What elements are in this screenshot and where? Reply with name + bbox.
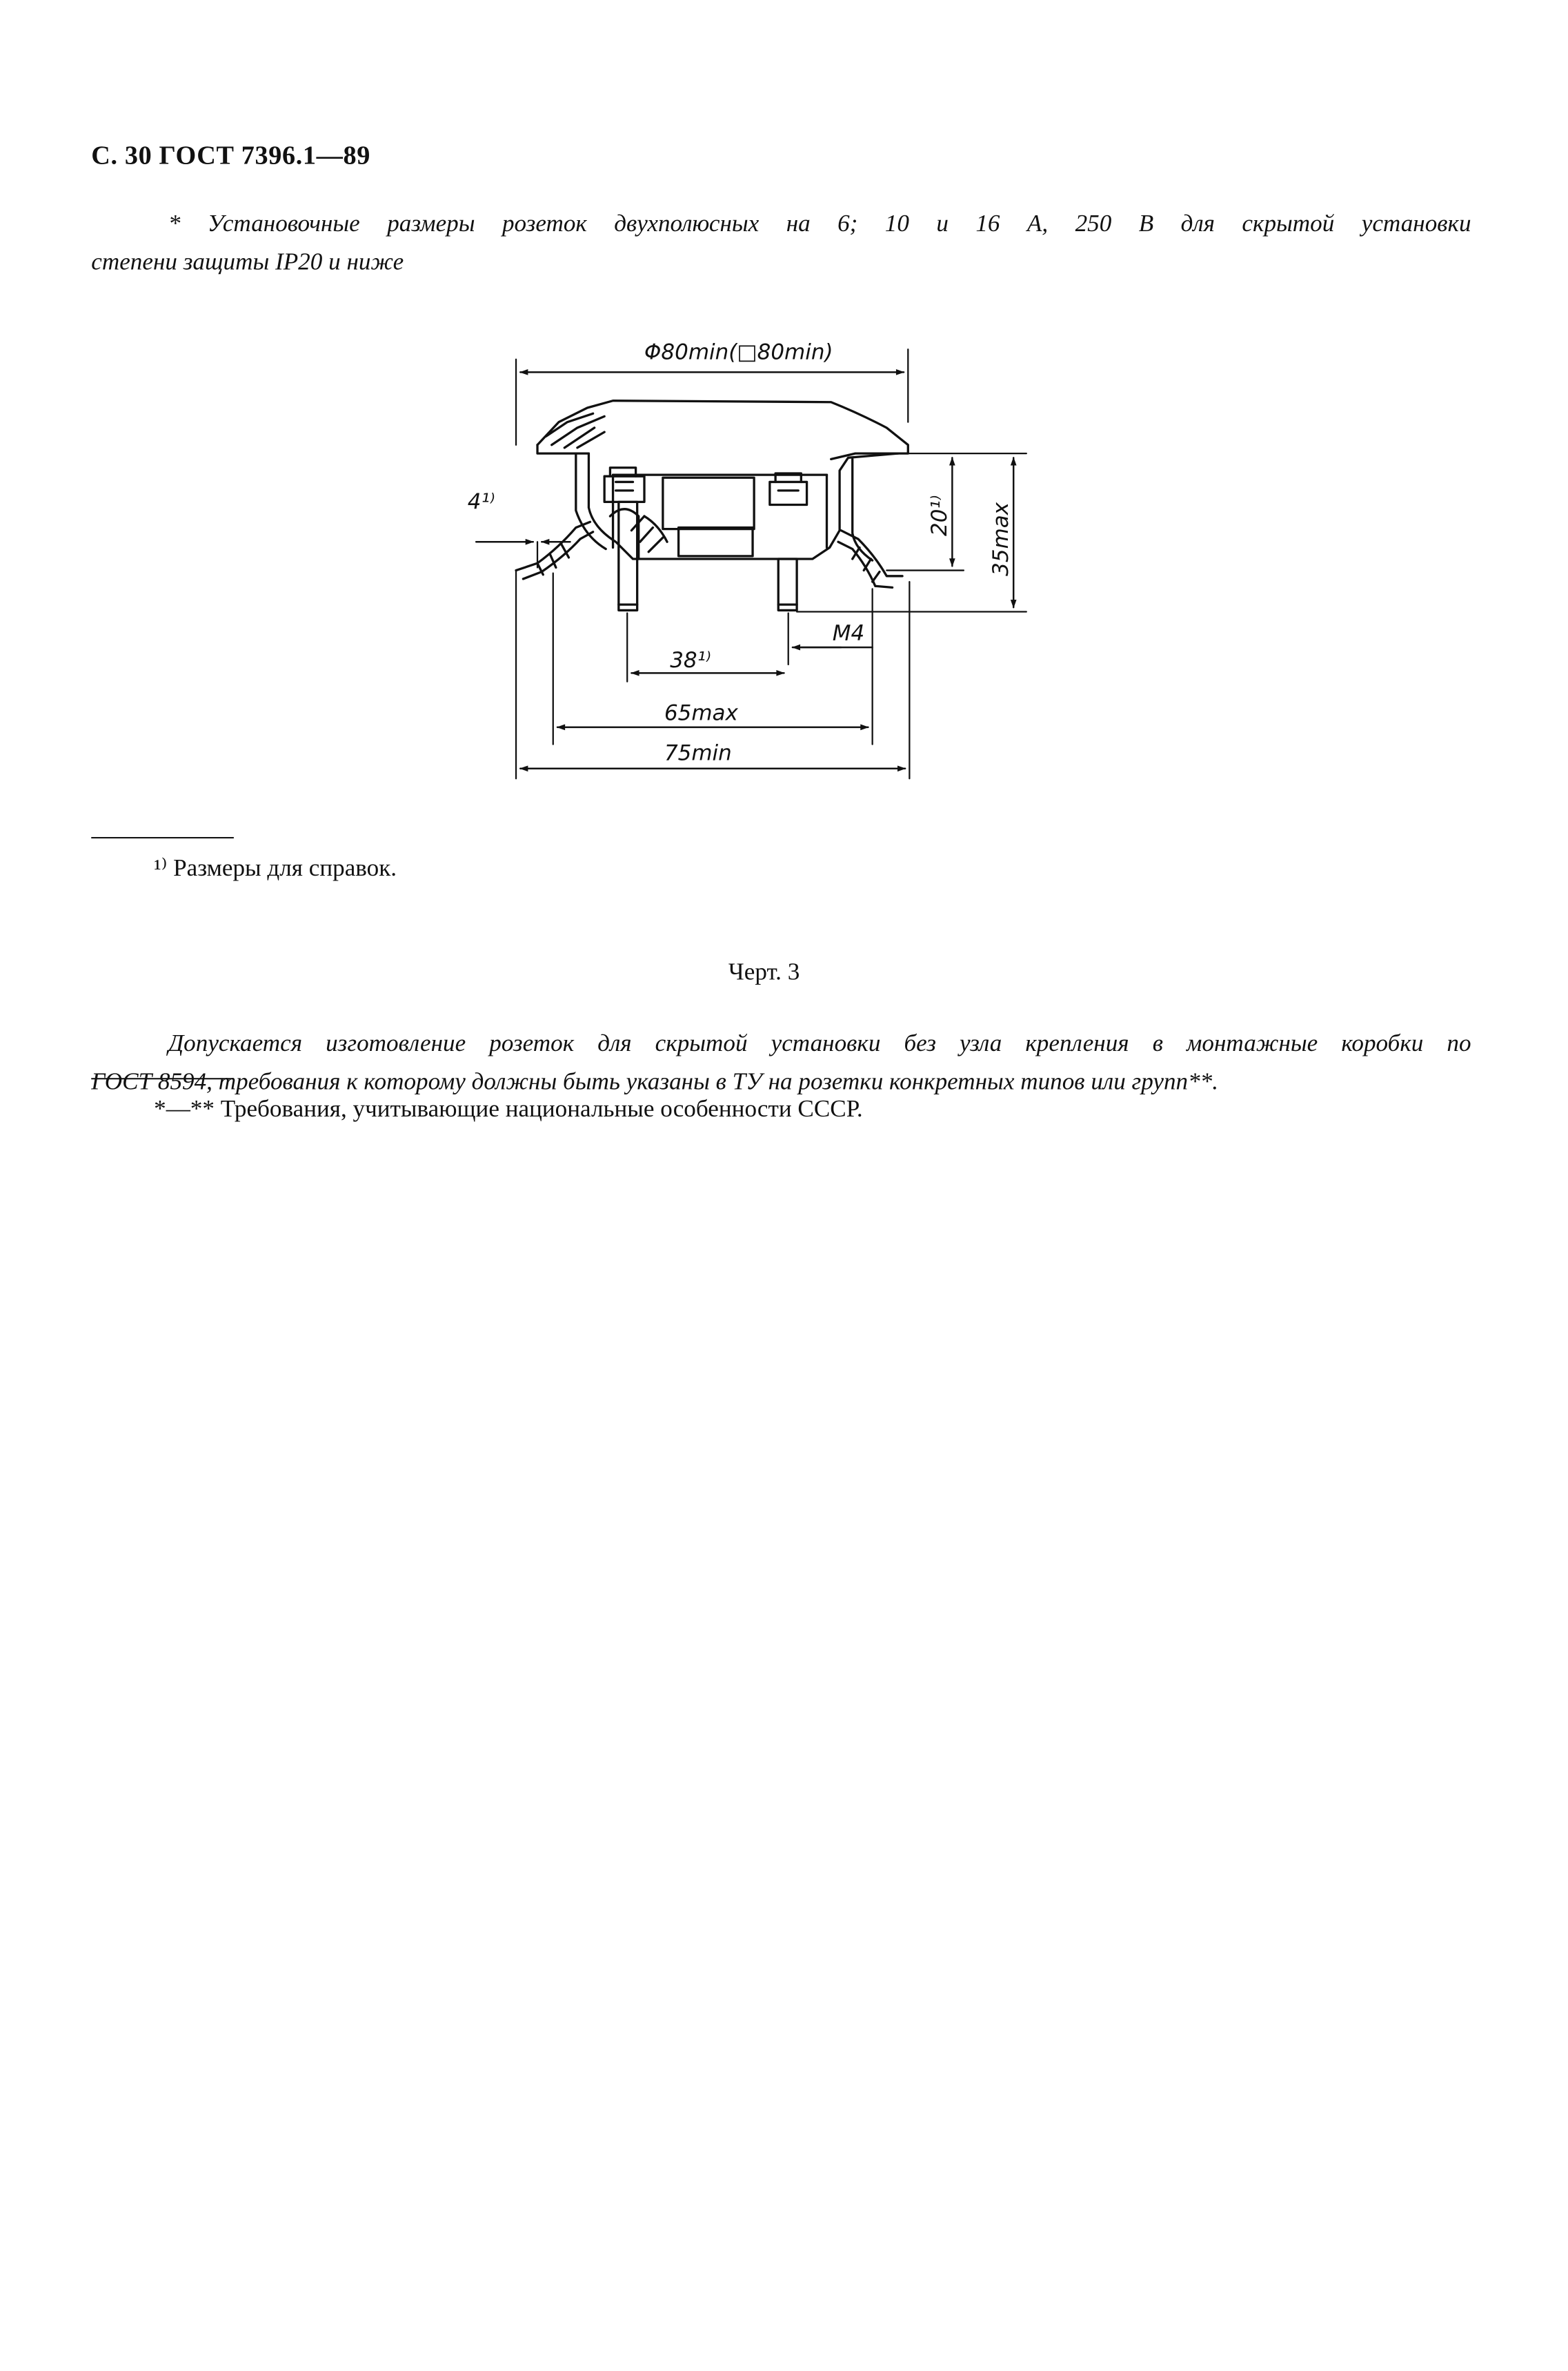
dim-35-label: 35max (988, 502, 1013, 576)
dim-4-label: 4¹⁾ (467, 489, 495, 515)
footnote-separator (91, 837, 234, 838)
socket-cover (537, 401, 908, 460)
body-paragraph (91, 1024, 1471, 1101)
contact-terminals (604, 468, 806, 559)
paragraph-line-2: ГОСТ 8594, требования к которому должны быть указаны в ТУ на розетки конкретных типов или групп**. (91, 1068, 1218, 1095)
footnote-national-requirements: *—** Требования, учитывающие национальные особенности СССР. (154, 1094, 863, 1123)
dim-65-label: 65max (664, 700, 738, 726)
dim-75-label: 75min (664, 740, 732, 766)
intro-line-1: * Установочные размеры розеток двухполюсных на 6; 10 и 16 А, 250 В для скрытой установки (168, 209, 1471, 237)
page-header: С. 30 ГОСТ 7396.1—89 (91, 142, 371, 171)
dim-38-label: 38¹⁾ (670, 648, 711, 673)
intro-text (91, 204, 1471, 281)
footnote-reference-sizes: ¹⁾ Размеры для справок. (154, 854, 397, 882)
mounting-claws (516, 522, 902, 587)
figure-caption: Черт. 3 (728, 958, 800, 985)
intro-line-2: степени защиты IP20 и ниже (91, 248, 404, 275)
socket-installation-drawing (467, 340, 1069, 827)
paragraph-line-1: Допускается изготовление розеток для скрытой установки без узла крепления в монтажные коробки по (168, 1029, 1471, 1057)
footnote-separator-2 (91, 1078, 234, 1079)
dim-m4-label: M4 (832, 620, 865, 646)
dim-diameter-label: Φ80min(□80min) (644, 340, 833, 365)
socket-body (576, 453, 898, 560)
dim-20-label: 20¹⁾ (927, 495, 953, 536)
